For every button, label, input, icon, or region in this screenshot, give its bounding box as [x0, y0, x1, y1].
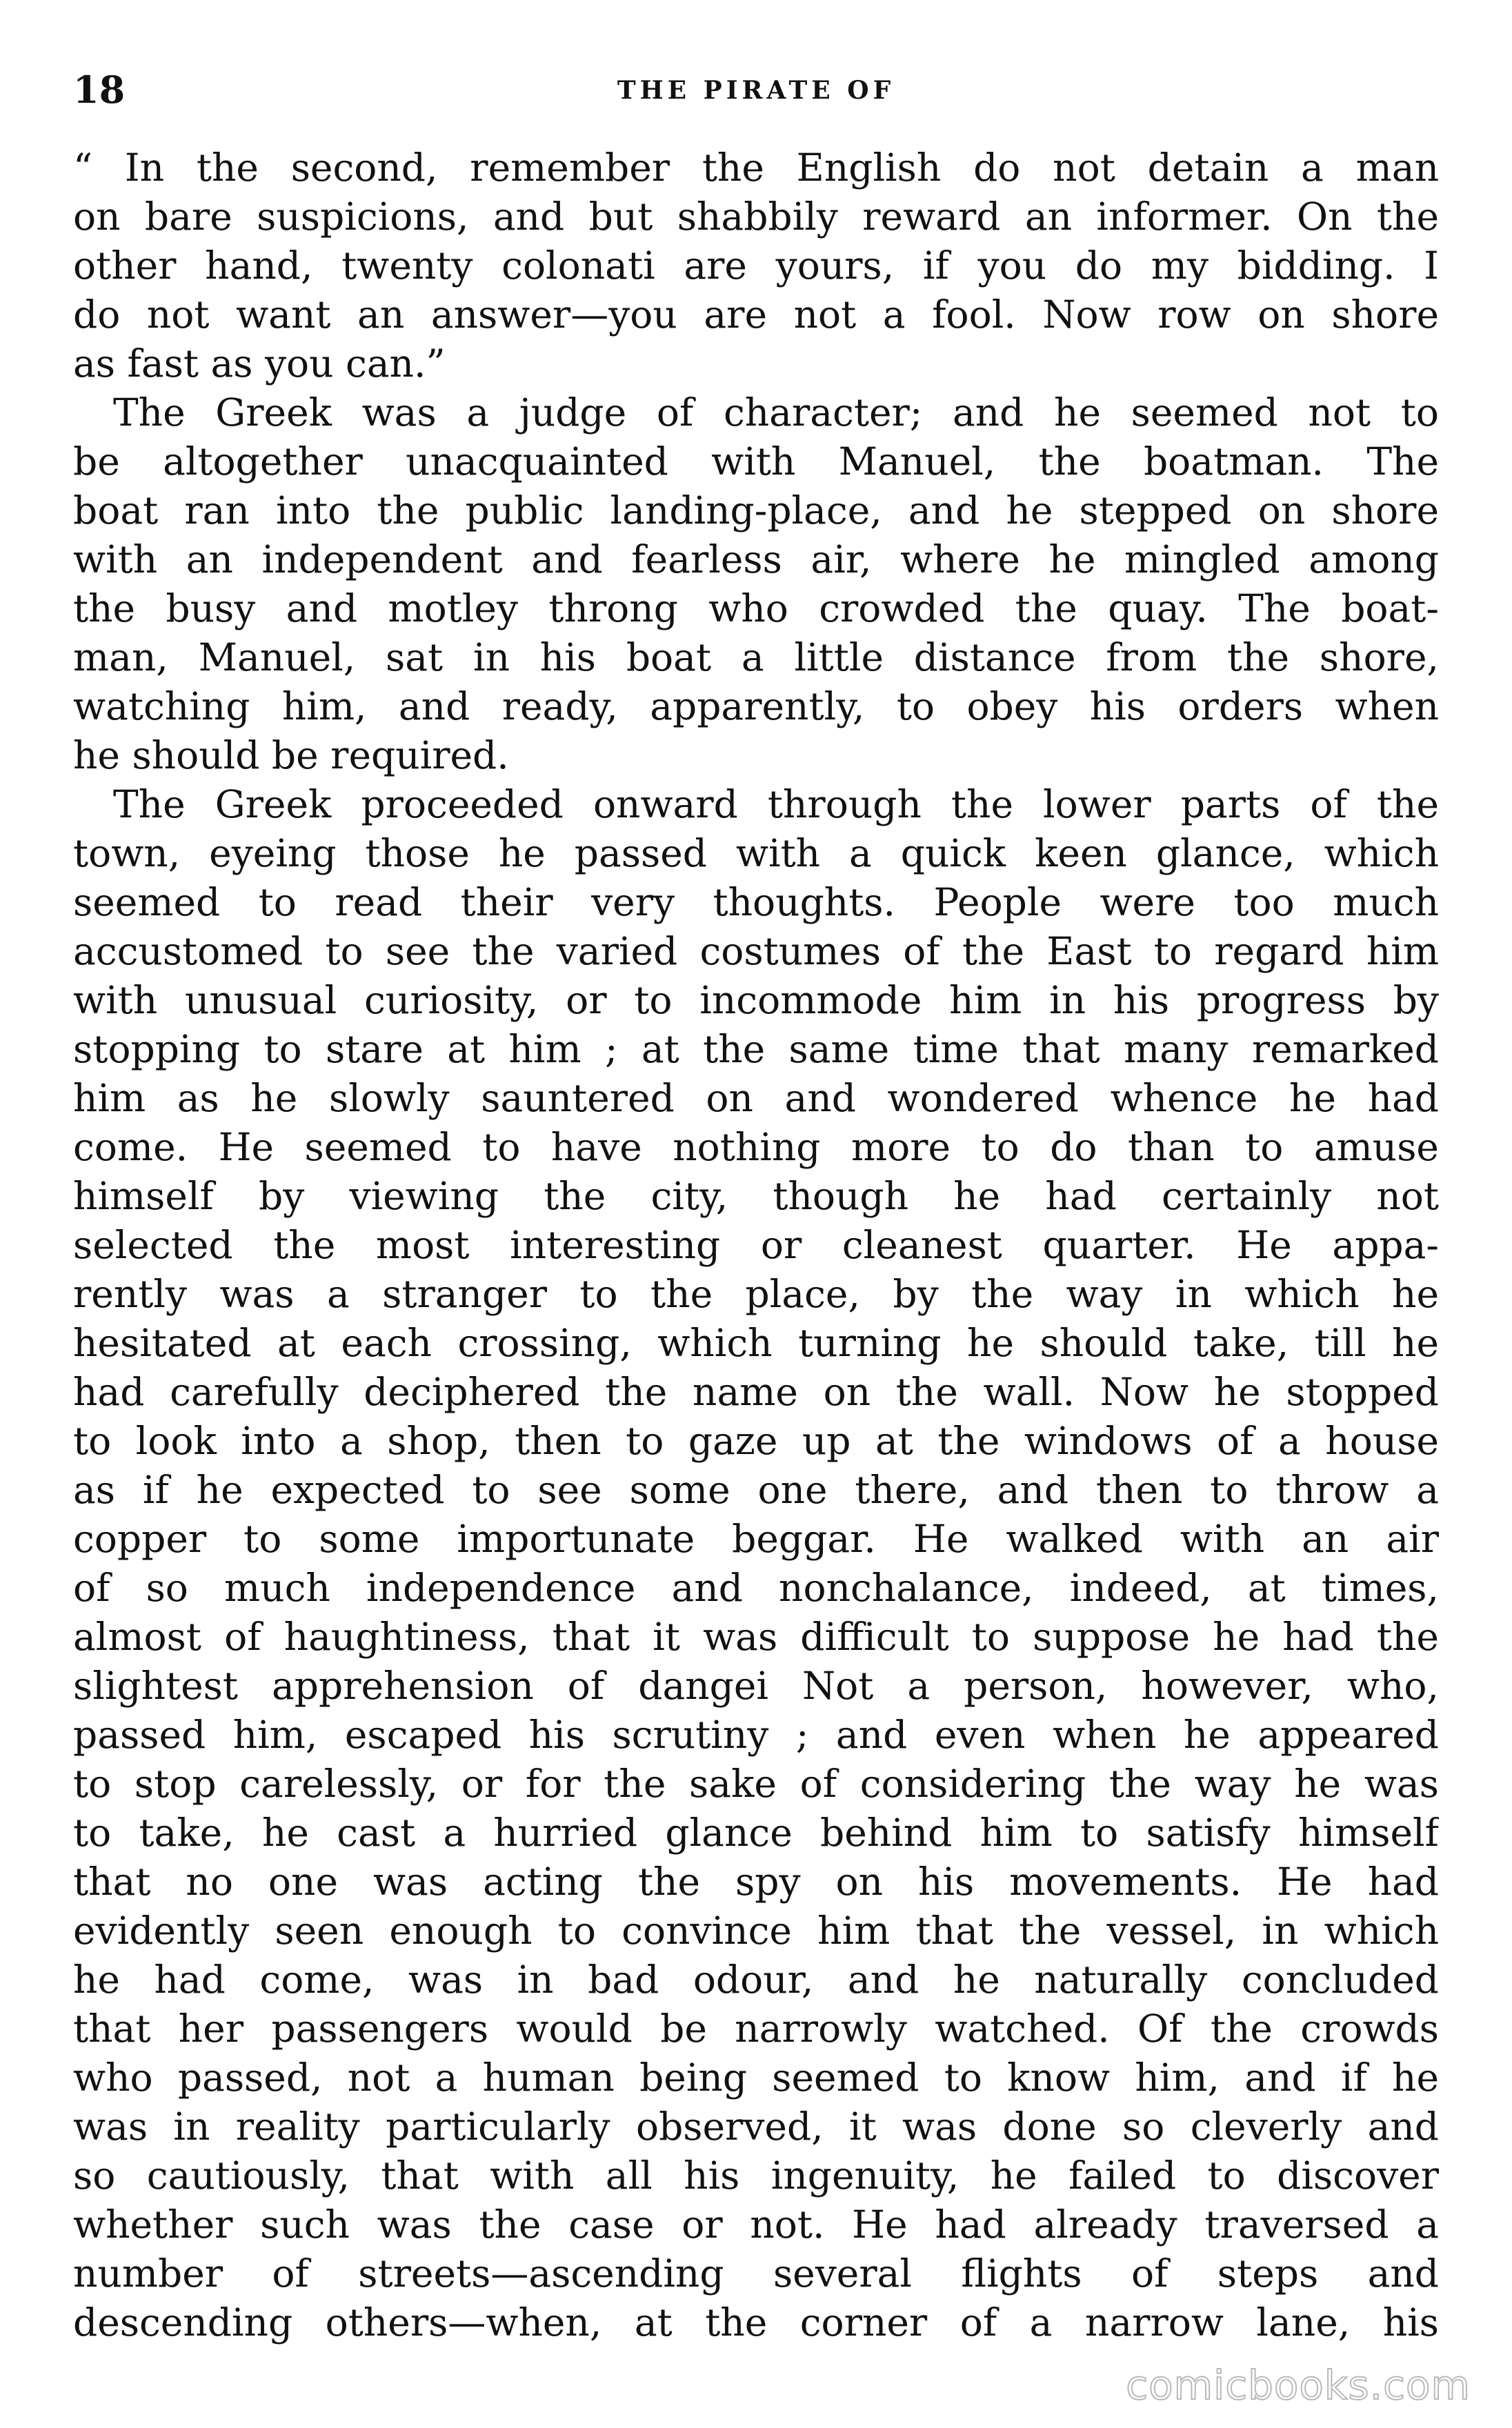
text-line: of so much independence and nonchalance, indeed, at times,: [73, 1566, 1439, 1610]
text-line: so cautiously, that with all his ingenuity, he failed to discover: [73, 2153, 1439, 2198]
text-line: that her passengers would be narrowly watched. Of the crowds: [73, 2007, 1439, 2051]
text-line: almost of haughtiness, that it was difficult to suppose he had the: [73, 1615, 1439, 1659]
page-number: 18: [73, 68, 126, 112]
text-line: passed him, escaped his scrutiny ; and even when he appeared: [73, 1713, 1439, 1757]
text-line: had carefully deciphered the name on the wall. Now he stopped: [73, 1370, 1439, 1414]
text-line: with an independent and fearless air, where he mingled among: [73, 537, 1439, 581]
text-line: who passed, not a human being seemed to know him, and if he: [73, 2056, 1439, 2100]
text-line: that no one was acting the spy on his movements. He had: [73, 1860, 1439, 1904]
paragraph-start-line: The Greek proceeded onward through the lower parts of the: [113, 782, 1439, 826]
text-line: evidently seen enough to convince him that the vessel, in which: [73, 1909, 1439, 1953]
text-line: on bare suspicions, and but shabbily reward an informer. On the: [73, 195, 1439, 239]
text-line: he had come, was in bad odour, and he naturally concluded: [73, 1958, 1439, 2002]
text-line: “ In the second, remember the English do not detain a man: [73, 146, 1439, 190]
text-line: watching him, and ready, apparently, to obey his orders when: [73, 684, 1439, 728]
text-line: as fast as you can.”: [73, 341, 446, 386]
text-line: slightest apprehension of dangei Not a person, however, who,: [73, 1664, 1439, 1708]
text-line: the busy and motley throng who crowded the quay. The boat-: [73, 586, 1439, 630]
paragraph-start-line: The Greek was a judge of character; and he seemed not to: [113, 390, 1439, 435]
text-line: with unusual curiosity, or to incommode him in his progress by: [73, 978, 1439, 1022]
watermark: comicbooks.com: [1126, 2362, 1471, 2409]
text-line: town, eyeing those he passed with a quick keen glance, which: [73, 831, 1439, 875]
text-line: number of streets—ascending several flights of steps and: [73, 2251, 1439, 2296]
text-line: selected the most interesting or cleanest quarter. He appa-: [73, 1223, 1439, 1267]
text-line: to look into a shop, then to gaze up at the windows of a house: [73, 1419, 1439, 1463]
text-line: him as he slowly sauntered on and wondered whence he had: [73, 1076, 1439, 1120]
text-line: accustomed to see the varied costumes of the East to regard him: [73, 929, 1439, 973]
text-line: descending others—when, at the corner of a narrow lane, his: [73, 2300, 1439, 2345]
text-line: he should be required.: [73, 733, 509, 777]
text-line: man, Manuel, sat in his boat a little distance from the shore,: [73, 635, 1439, 679]
text-line: himself by viewing the city, though he had certainly not: [73, 1174, 1439, 1218]
text-line: boat ran into the public landing-place, and he stepped on shore: [73, 488, 1439, 533]
text-line: seemed to read their very thoughts. People were too much: [73, 880, 1439, 924]
text-line: rently was a stranger to the place, by the way in which he: [73, 1272, 1439, 1316]
text-line: stopping to stare at him ; at the same time that many remarked: [73, 1027, 1439, 1071]
text-line: to stop carelessly, or for the sake of considering the way he was: [73, 1762, 1439, 1806]
body-text: [73, 143, 1439, 2347]
page-header: [73, 68, 1439, 116]
text-line: to take, he cast a hurried glance behind him to satisfy himself: [73, 1811, 1439, 1855]
text-line: come. He seemed to have nothing more to do than to amuse: [73, 1125, 1439, 1169]
text-line: do not want an answer—you are not a fool. Now row on shore: [73, 292, 1439, 337]
text-line: hesitated at each crossing, which turning he should take, till he: [73, 1321, 1439, 1365]
text-line: copper to some importunate beggar. He walked with an air: [73, 1517, 1439, 1561]
text-line: was in reality particularly observed, it was done so cleverly and: [73, 2104, 1439, 2149]
text-line: be altogether unacquainted with Manuel, the boatman. The: [73, 439, 1439, 484]
text-line: as if he expected to see some one there, and then to throw a: [73, 1468, 1439, 1512]
running-head: THE PIRATE OF: [617, 76, 895, 105]
text-line: whether such was the case or not. He had already traversed a: [73, 2202, 1439, 2247]
text-line: other hand, twenty colonati are yours, if you do my bidding. I: [73, 243, 1439, 288]
